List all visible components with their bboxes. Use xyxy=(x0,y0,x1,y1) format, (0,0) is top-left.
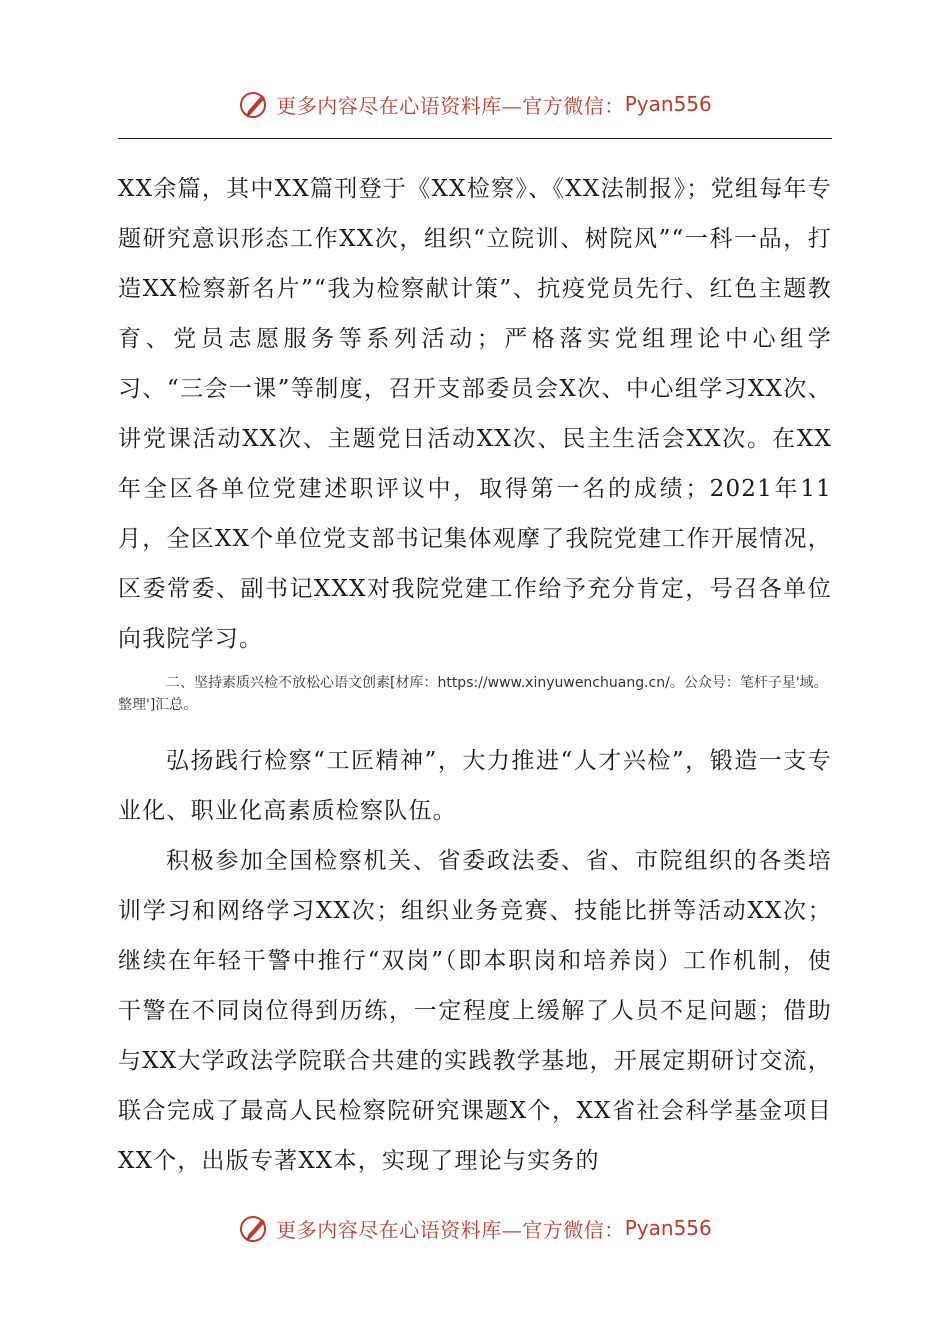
brand-wechat-id: Pyan556 xyxy=(624,92,712,116)
paragraph-1: XX余篇，其中XX篇刊登于《XX检察》、《XX法制报》；党组每年专题研究意识形态工作XX次，组织“立院训、树院风”“一科一品，打造XX检察新名片”“我为检察献计策”、抗疫党员先行、红色主题教育、党员志愿服务等系列活动；严格落实党组理论中心组学习、“三会一课”等制度，召开支部委员会X次、中心组学习XX次、讲党课活动XX次、主题党日活动XX次、民主生活会XX次。在XX年全区各单位党建述职评议中，取得第一名的成绩；2021年11月，全区XX个单位党支部书记集体观摩了我院党建工作开展情况，区委常委、副书记XXX对我院党建工作给予充分肯定，号召各单位向我院学习。 xyxy=(118,176,832,652)
header-divider xyxy=(118,138,832,139)
pen-nib-circle-icon xyxy=(238,1211,272,1245)
footer-brand-subtitle: —官方微信： xyxy=(501,1217,625,1242)
footer-brand-wechat-id: Pyan556 xyxy=(624,1216,712,1240)
brand-title: 更多内容尽在心语资料库 xyxy=(276,93,502,118)
footer-brand-inner xyxy=(238,1211,712,1245)
section-heading: 二、坚持素质兴检不放松心语文创素[材库：https://www.xinyuwenchuang.cn/。公众号：笔杆子星'域。整理']汇总。 xyxy=(118,675,828,713)
paragraph-3: 积极参加全国检察机关、省委政法委、省、市院组织的各类培训学习和网络学习XX次；组织业务竞赛、技能比拼等活动XX次；继续在年轻干警中推行“双岗”（即本职岗和培养岗）工作机制，使干警在不同岗位得到历练，一定程度上缓解了人员不足问题；借助与XX大学政法学院联合共建的实践教学基地，开展定期研讨交流，联合完成了最高人民检察院研究课题X个，XX省社会科学基金项目XX个，出版专著XX本，实现了理论与实务的 xyxy=(118,848,832,1174)
pen-nib-circle-icon xyxy=(238,87,272,121)
paragraph-2: 弘扬践行检察“工匠精神”，大力推进“人才兴检”，锻造一支专业化、职业化高素质检察队伍。 xyxy=(118,748,832,824)
footer-brand xyxy=(0,1208,950,1248)
document-body xyxy=(118,164,832,1186)
header-brand-inner xyxy=(238,87,712,121)
header-brand xyxy=(0,84,950,124)
footer-brand-title: 更多内容尽在心语资料库 xyxy=(276,1217,502,1242)
brand-subtitle: —官方微信： xyxy=(501,93,625,118)
